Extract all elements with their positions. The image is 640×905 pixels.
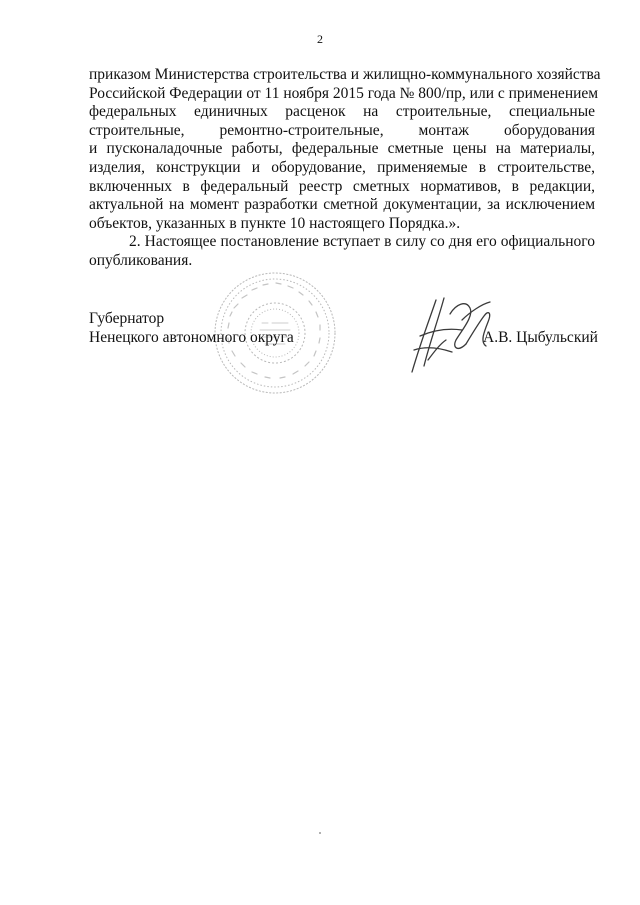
paragraph-2-line: 2. Настоящее постановление вступает в силу со дня его официального: [129, 233, 595, 251]
paragraph-1-line: приказом Министерства строительства и жилищно-коммунального хозяйства: [89, 66, 601, 83]
page-number: 2: [317, 32, 323, 46]
paragraph-1-line: включенных в федеральный реестр сметных нормативов, в редакции,: [89, 177, 595, 195]
paragraph-1-line: актуальной на момент разработки сметной документации, за исключением: [89, 196, 595, 214]
paragraph-1-line: федеральных единичных расценок на строительные, специальные: [89, 103, 595, 121]
paragraph-1-line: и пусконаладочные работы, федеральные сметные цены на материалы,: [89, 140, 595, 158]
signer-name: А.В. Цыбульский: [483, 329, 598, 346]
document-body: [89, 66, 601, 271]
paragraph-1-line: Российской Федерации от 11 ноября 2015 года № 800/пр, или с применением: [89, 84, 599, 102]
signer-title-line-2: Ненецкого автономного округа: [89, 329, 294, 346]
paragraph-1-line: изделия, конструкции и оборудование, применяемые в строительстве,: [89, 158, 595, 176]
signer-title-line-1: Губернатор: [89, 310, 165, 327]
paragraph-1-line: объектов, указанных в пункте 10 настоящего Порядка.».: [89, 214, 461, 232]
signature-block: [89, 309, 294, 347]
paragraph-2-line: опубликования.: [89, 251, 193, 269]
paragraph-1-line: строительные, ремонтно-строительные, монтаж оборудования: [89, 121, 595, 139]
footer-dot: [319, 832, 321, 834]
